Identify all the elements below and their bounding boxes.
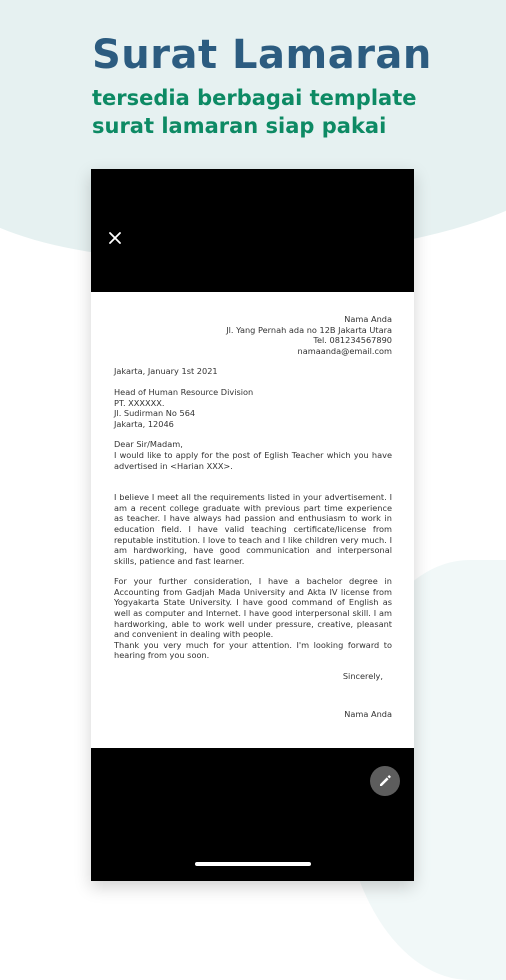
sender-phone: Tel. 081234567890 [313,335,392,346]
body-paragraph-1: I believe I meet all the requirements listed in your advertisement. I am a recent college graduate with previous part time experience as teacher. I have always had passion and enthusiasm to work in education field. I have valid teaching certificate/license from reputable institution. I love to teach and I like children very much. I am hardworking, have good communication and interpersonal skills, patience and fast learner. [114,492,392,566]
letter-date: Jakarta, January 1st 2021 [114,366,218,377]
sender-address [114,314,392,356]
recipient-company: PT. XXXXXX. [114,397,165,408]
sender-email: namaanda@email.com [297,345,392,356]
pencil-icon [378,774,392,788]
sender-street: Jl. Yang Pernah ada no 12B Jakarta Utara [226,324,392,335]
edit-button[interactable] [370,766,400,796]
promo-subtitle-line2: surat lamaran siap pakai [92,114,387,138]
close-icon [109,232,121,244]
sender-name: Nama Anda [344,314,392,324]
letter-preview[interactable] [91,292,414,748]
recipient-street: Jl. Sudirman No 564 [114,408,196,419]
intro-paragraph: I would like to apply for the post of Eglish Teacher which you have advertised in <Harian XXX>. [114,449,392,471]
promo-title: Surat Lamaran [92,32,432,78]
phone-screen [91,169,414,881]
signature-name: Nama Anda [344,708,392,719]
promo-subtitle-line1: tersedia berbagai template [92,86,417,110]
closing-paragraph: Thank you very much for your attention. I'm looking forward to hearing from you soon. [114,639,392,661]
body-paragraph-2: For your further consideration, I have a bachelor degree in Accounting from Gadjah Mada University and Akta IV license from Yogyakarta State University. I have good command of English as well as computer and Internet. I have good interpersonal skill. I am hardworking, able to work well under pressure, creative, pleasant and convenient in dealing with people. [114,576,392,640]
close-button[interactable] [105,227,125,247]
recipient-title: Head of Human Resource Division [114,386,254,397]
recipient-city: Jakarta, 12046 [114,418,174,429]
salutation: Dear Sir/Madam, [114,439,183,450]
recipient-address [114,387,392,429]
home-indicator[interactable] [195,862,311,866]
valediction: Sincerely, [342,671,383,682]
